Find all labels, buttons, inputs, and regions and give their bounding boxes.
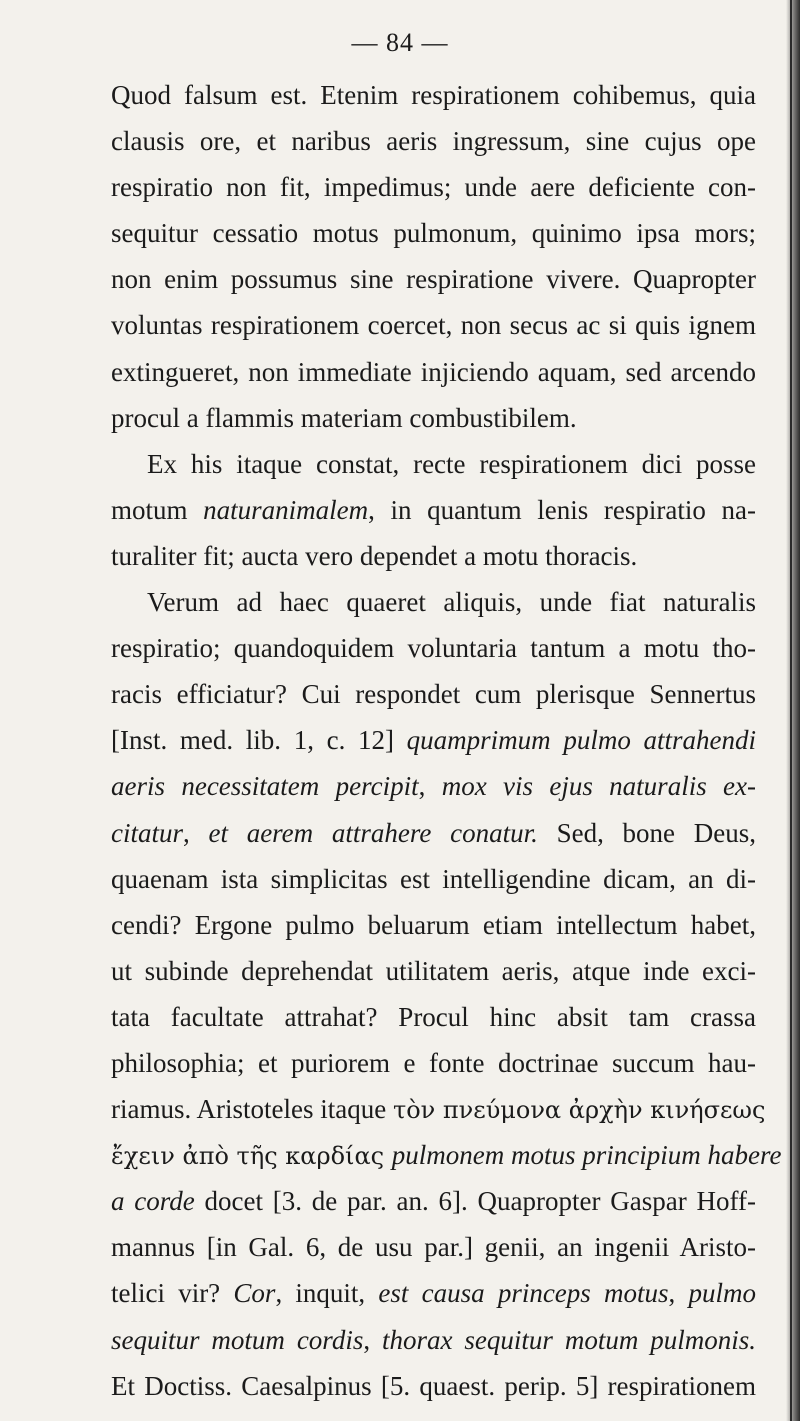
text-line: tata facultate attrahat? Procul hinc absit tam crassa <box>111 1001 756 1032</box>
text-span: , <box>668 1278 689 1309</box>
text-span: , in quantum lenis respiratio na- <box>368 494 756 525</box>
text-line: Ex his itaque constat, recte respirationem dici posse <box>147 448 756 479</box>
text-line: quaenam ista simplicitas est intelligendine dicam, an di- <box>111 863 756 894</box>
italic-span: et aerem attrahere conatur. <box>208 817 538 848</box>
text-span: [Inst. med. lib. 1, c. 12] <box>111 725 407 756</box>
text-line <box>111 1178 756 1224</box>
text-span: motum <box>111 494 204 525</box>
text-line <box>111 810 756 856</box>
text-span: riamus. Aristoteles itaque <box>111 1094 393 1125</box>
text-span: telici vir? <box>111 1278 234 1309</box>
italic-span: est causa princeps motus <box>378 1278 669 1309</box>
text-line: ut subinde deprehendat utilitatem aeris, atque inde exci- <box>111 955 756 986</box>
text-line: non enim possumus sine respiratione vivere. Quapropter <box>111 264 756 295</box>
text-line: Verum ad haec quaeret aliquis, unde fiat naturalis <box>147 587 756 618</box>
italic-span: mox vis ejus naturalis ex- <box>441 771 756 802</box>
text-line: mannus [in Gal. 6, de usu par.] genii, an ingenii Aristo- <box>111 1232 756 1263</box>
page-edge-shadow <box>786 0 800 1421</box>
italic-span: quamprimum pulmo attrahendi <box>406 725 756 756</box>
page-edge-line <box>790 0 792 1421</box>
text-line <box>111 487 756 533</box>
text-span: , <box>183 817 209 848</box>
text-line <box>111 763 756 809</box>
italic-span: a corde <box>111 1186 195 1217</box>
text-span: , <box>363 1324 382 1355</box>
text-line: Et Doctiss. Caesalpinus [5. quaest. perip. 5] respirationem <box>111 1370 756 1401</box>
italic-span: thorax sequitur motum pulmonis. <box>382 1324 756 1355</box>
text-line <box>111 1086 766 1132</box>
text-line: cendi? Ergone pulmo beluarum etiam intellectum habet, <box>111 909 756 940</box>
text-line <box>111 1317 756 1363</box>
text-span: , <box>418 771 442 802</box>
text-span: docet [3. de par. an. 6]. Quapropter Gaspar Hoff- <box>194 1186 756 1217</box>
page-number: — 84 — <box>351 28 449 57</box>
text-line: respiratio; quandoquidem voluntaria tantum a motu tho- <box>111 633 756 664</box>
text-line: racis efficiatur? Cui respondet cum plerisque Sennertus <box>111 679 756 710</box>
text-line: sequitur cessatio motus pulmonum, quinimo ipsa mors; <box>111 218 756 249</box>
text-line: turaliter fit; aucta vero dependet a motu thoracis. <box>111 540 638 571</box>
greek-span: ἔχειν ἀπὸ τῆς καρδίας <box>111 1142 392 1171</box>
greek-span: τὸν πνεύμονα ἀρχὴν κινήσεως <box>392 1096 766 1125</box>
italic-span: aeris necessitatem percipit <box>111 771 419 802</box>
italic-span: citatur <box>111 817 183 848</box>
italic-span: pulmo <box>688 1278 757 1309</box>
text-span: Sed, bone Deus, <box>537 817 757 848</box>
text-line: philosophia; et puriorem e fonte doctrinae succum hau- <box>111 1047 756 1078</box>
text-line: voluntas respirationem coercet, non secus ac si quis ignem <box>111 310 756 341</box>
text-line <box>111 1270 756 1316</box>
text-line: extingueret, non immediate injiciendo aquam, sed arcendo <box>111 356 756 387</box>
body-text <box>111 72 782 1409</box>
text-line <box>111 1132 782 1178</box>
italic-span: naturanimalem <box>203 494 369 525</box>
italic-span: pulmonem motus principium habere <box>391 1140 782 1171</box>
italic-span: sequitur motum cordis <box>111 1324 364 1355</box>
text-line: Quod falsum est. Etenim respirationem cohibemus, quia <box>111 80 756 110</box>
text-line: respiratio non fit, impedimus; unde aere deficiente con- <box>111 172 756 203</box>
text-line: procul a flammis materiam combustibilem. <box>111 402 577 433</box>
text-line: clausis ore, et naribus aeris ingressum, sine cujus ope <box>111 126 756 157</box>
text-line <box>111 717 756 763</box>
text-span: , inquit, <box>275 1278 379 1309</box>
italic-span: Cor <box>233 1278 276 1309</box>
